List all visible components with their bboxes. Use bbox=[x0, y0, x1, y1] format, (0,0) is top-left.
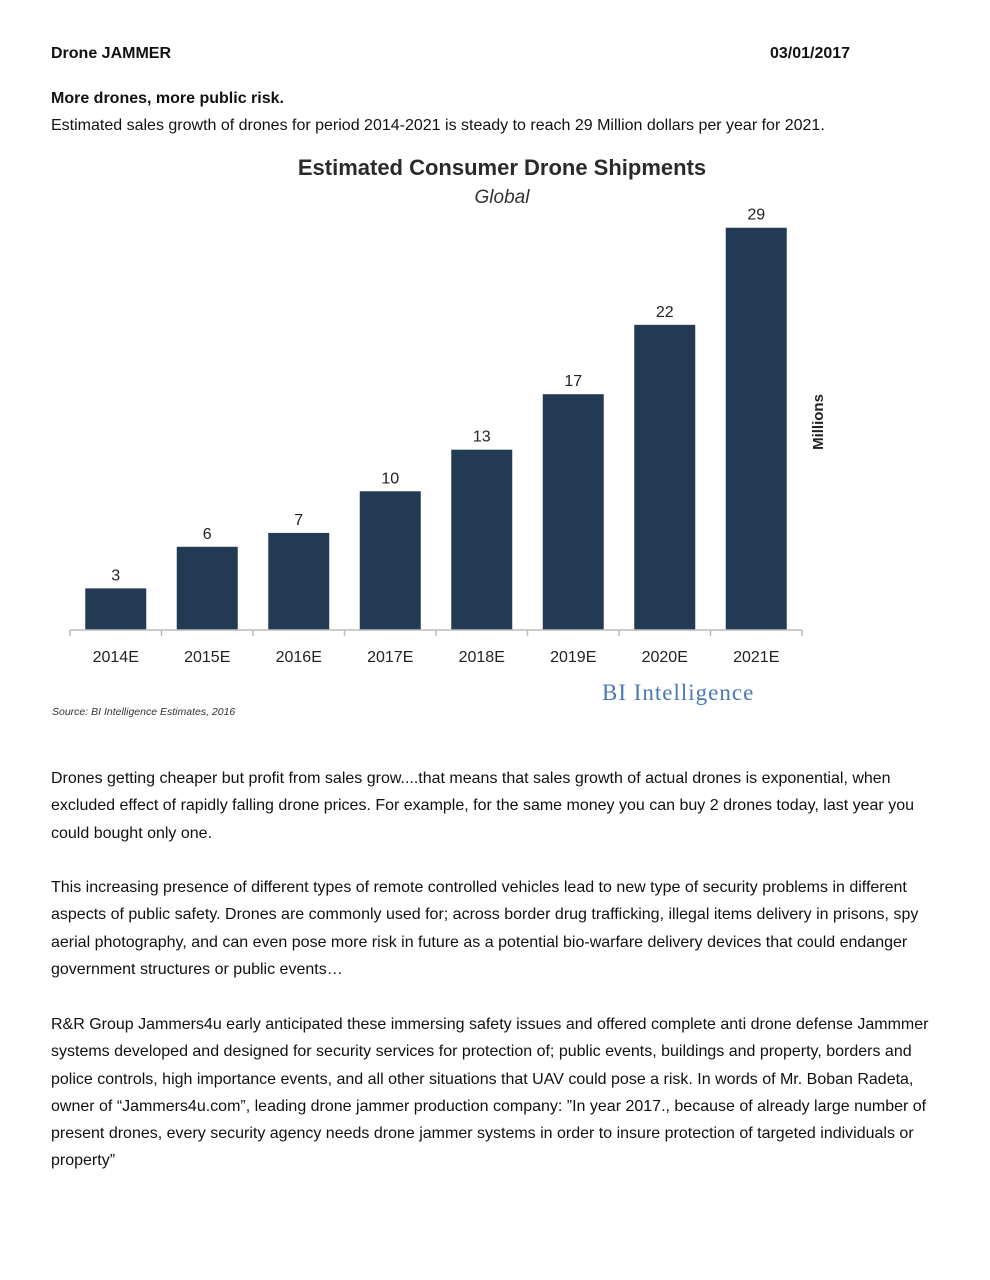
brand-logo: BI Intelligence bbox=[602, 680, 755, 705]
bar-2021E bbox=[726, 228, 787, 630]
tick-label-2019E: 2019E bbox=[550, 649, 597, 666]
bar-2020E bbox=[634, 325, 695, 630]
data-label-2015E: 6 bbox=[202, 525, 212, 543]
data-label-2014E: 3 bbox=[111, 567, 121, 585]
data-label-2021E: 29 bbox=[747, 206, 766, 224]
chart-title: Estimated Consumer Drone Shipments bbox=[297, 155, 707, 180]
data-label-2018E: 13 bbox=[472, 428, 491, 446]
data-label-2016E: 7 bbox=[294, 511, 304, 529]
tick-label-2016E: 2016E bbox=[275, 649, 322, 666]
y-axis-label: Millions bbox=[810, 394, 827, 450]
data-label-2020E: 22 bbox=[655, 303, 674, 321]
paragraph-jammer-systems: R&R Group Jammers4u early anticipated these immersing safety issues and offered complete anti drone defense Jammmer systems developed and designed for security services for protection of; public events, buildings and property, borders and police controls, high importance events, and all other situations that UAV could pose a risk. In words of Mr. Boban Radeta, owner of “Jammers4u.com”, leading drone jammer production company: ”In year 2017., because of already large number of present drones, every security agency needs drone jammer systems in order to insure protection of targeted individuals or property” bbox=[51, 1016, 929, 1170]
data-label-2017E: 10 bbox=[381, 470, 400, 488]
x-axis-ticks bbox=[70, 630, 802, 666]
bar-2014E bbox=[85, 588, 146, 630]
intro-text: Estimated sales growth of drones for period 2014-2021 is steady to reach 29 Million dollars per year for 2021. bbox=[51, 117, 825, 134]
data-label-2019E: 17 bbox=[564, 373, 583, 391]
bar-2019E bbox=[543, 394, 604, 630]
chart-source: Source: BI Intelligence Estimates, 2016 bbox=[52, 706, 236, 718]
paragraph-price-trend: Drones getting cheaper but profit from sales grow....that means that sales growth of actual drones is exponential, when excluded effect of rapidly falling drone prices. For example, for the same money you can buy 2 drones today, last year you could bought only one. bbox=[51, 770, 914, 842]
bar-2015E bbox=[177, 547, 238, 630]
section-heading: More drones, more public risk. bbox=[51, 90, 284, 107]
tick-label-2020E: 2020E bbox=[641, 649, 688, 666]
bar-2018E bbox=[451, 450, 512, 630]
tick-label-2015E: 2015E bbox=[184, 649, 231, 666]
tick-label-2021E: 2021E bbox=[733, 649, 780, 666]
tick-label-2018E: 2018E bbox=[458, 649, 505, 666]
paragraph-security-problems: This increasing presence of different types of remote controlled vehicles lead to new type of security problems in different aspects of public safety. Drones are commonly used for; across border drug trafficking, illegal items delivery in prisons, spy aerial photography, and can even pose more risk in future as a potential bio-warfare delivery devices that could endanger government structures or public events… bbox=[51, 879, 919, 978]
bars-layer bbox=[85, 207, 787, 630]
bar-2017E bbox=[360, 491, 421, 630]
tick-label-2017E: 2017E bbox=[367, 649, 414, 666]
tick-label-2014E: 2014E bbox=[92, 649, 139, 666]
bar-2016E bbox=[268, 533, 329, 630]
document-title: Drone JAMMER bbox=[51, 45, 172, 62]
drone-shipments-chart bbox=[40, 145, 840, 725]
chart-subtitle: Global bbox=[474, 187, 530, 208]
document-date: 03/01/2017 bbox=[770, 45, 851, 62]
